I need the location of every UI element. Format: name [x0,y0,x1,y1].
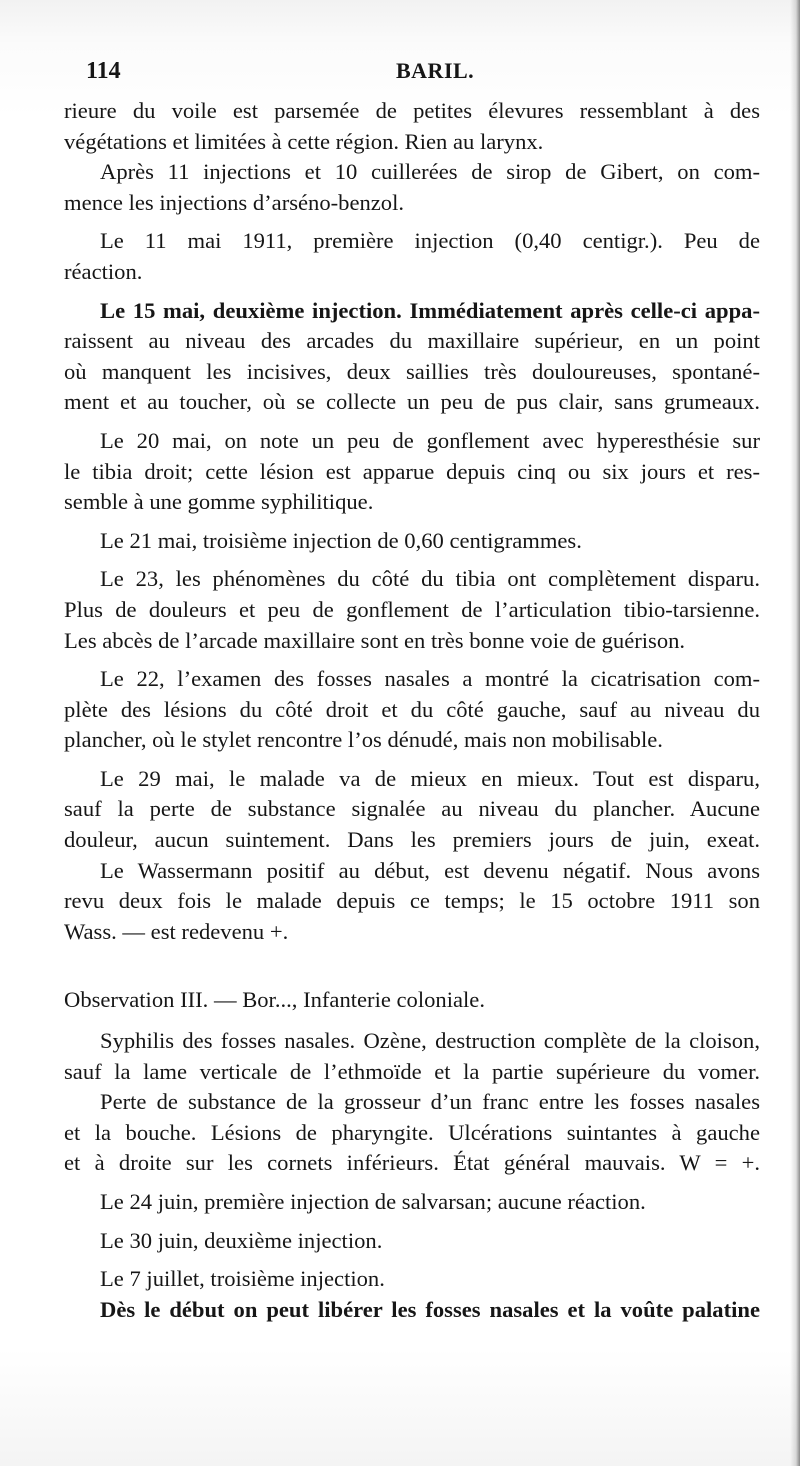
page-number: 114 [86,58,121,84]
text-line: Le 21 mai, troisième injection de 0,60 centigrammes. [100,527,582,553]
text-line: où manquent les incisives, deux saillies très douloureuses, spontané- [64,358,760,384]
text-line: mence les injections d’arséno-benzol. [64,189,405,215]
text-line: semble à une gomme syphilitique. [64,489,374,515]
text-line: sauf la lame verticale de l’ethmoïde et la partie supérieure du vomer. [64,1058,760,1084]
body-text [64,96,760,1325]
text-line: douleur, aucun suintement. Dans les premiers jours de juin, exeat. [64,827,760,853]
text-line: Perte de substance de la grosseur d’un franc entre les fosses nasales [100,1089,760,1115]
running-head: BARIL. [396,58,475,83]
text-line: plancher, où le stylet rencontre l’os dénudé, mais non mobilisable. [64,727,663,753]
text-line: ment et au toucher, où se collecte un peu de pus clair, sans grumeaux. [64,389,760,415]
text-line: rieure du voile est parsemée de petites élevures ressemblant à des [64,98,760,123]
text-line: Dès le début on peut libérer les fosses nasales et la voûte palatine [100,1296,760,1322]
text-line: Le 11 mai 1911, première injection (0,40 centigr.). Peu de [100,228,760,254]
text-line: et la bouche. Lésions de pharyngite. Ulcérations suintantes à gauche [64,1119,760,1145]
text-line: végétations et limitées à cette région. Rien au larynx. [64,128,544,154]
text-line: Après 11 injections et 10 cuillerées de sirop de Gibert, on com- [100,159,760,185]
text-line: Le 7 juillet, troisième injection. [100,1266,385,1292]
text-line: plète des lésions du côté droit et du côté gauche, sauf au niveau du [64,696,760,722]
text-line: réaction. [64,258,143,284]
text-line: raissent au niveau des arcades du maxillaire supérieur, en un point [64,328,760,354]
page-spine-shadow [790,0,800,1466]
text-line: Le 24 juin, première injection de salvarsan; aucune réaction. [100,1189,646,1214]
text-line: Le 20 mai, on note un peu de gonflement avec hyperesthésie sur [100,427,760,453]
text-line: Le Wassermann positif au début, est devenu négatif. Nous avons [100,857,760,883]
text-line: revu deux fois le malade depuis ce temps; le 15 octobre 1911 son [64,888,760,914]
observation-heading: Observation III. — Bor..., Infanterie coloniale. [64,987,485,1013]
text-line: sauf la perte de substance signalée au niveau du plancher. Aucune [64,796,760,822]
text-line: Le 15 mai, deuxième injection. Immédiatement après celle-ci appa- [100,297,760,323]
page-header [86,50,758,90]
text-line: Plus de douleurs et peu de gonflement de l’articulation tibio-tarsienne. [64,596,760,622]
text-line: et à droite sur les cornets inférieurs. État général mauvais. W = +. [64,1150,760,1176]
text-line: Syphilis des fosses nasales. Ozène, destruction complète de la cloison, [100,1028,760,1054]
text-line: Le 30 juin, deuxième injection. [100,1227,383,1253]
text-line: Wass. — est redevenu +. [64,918,289,944]
text-line: Les abcès de l’arcade maxillaire sont en très bonne voie de guérison. [64,627,686,653]
text-line: Le 29 mai, le malade va de mieux en mieux. Tout est disparu, [100,765,760,791]
text-line: le tibia droit; cette lésion est apparue depuis cinq ou six jours et res- [64,458,760,484]
text-line: Le 23, les phénomènes du côté du tibia ont complètement disparu. [100,566,760,592]
text-line: Le 22, l’examen des fosses nasales a montré la cicatrisation com- [100,666,760,692]
